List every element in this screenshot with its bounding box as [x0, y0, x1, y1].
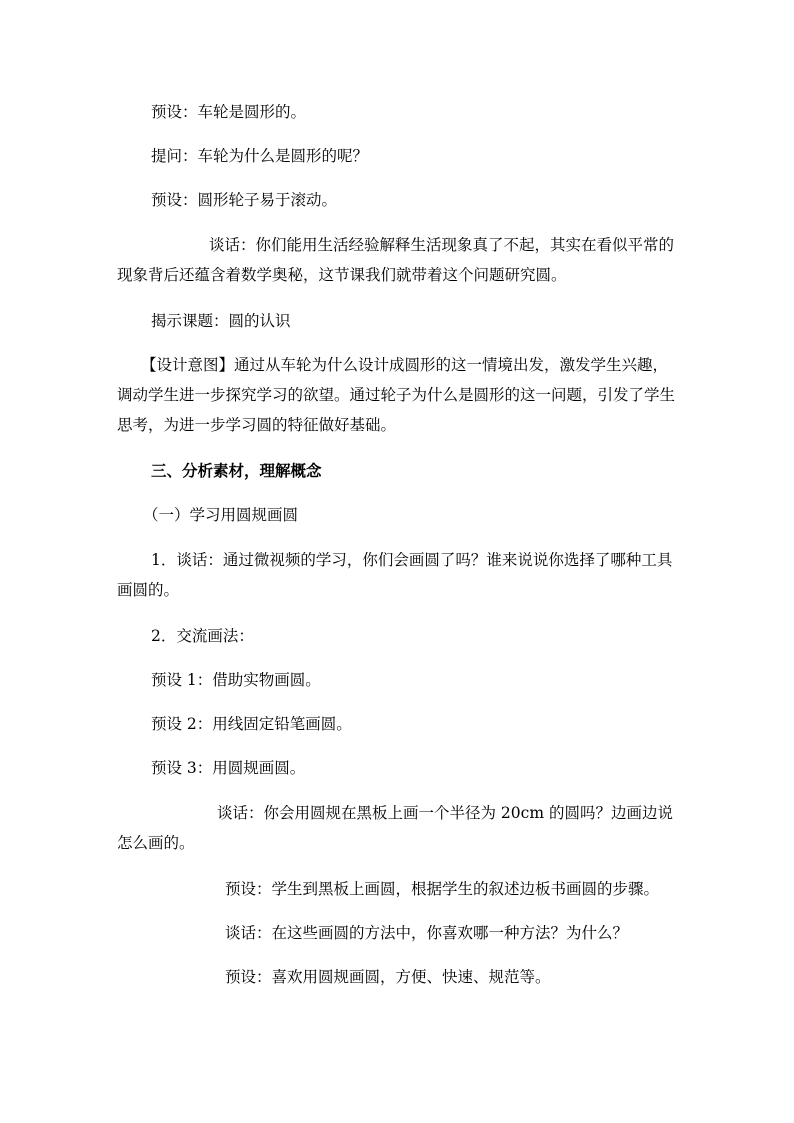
paragraph-preset-student-draw: 预设：学生到黑板上画圆，根据学生的叙述边板书画圆的步骤。: [225, 880, 660, 898]
paragraph-talk-blackboard-circle: 谈话：你会用圆规在黑板上画一个半径为 20cm 的圆吗？边画边说怎么画的。: [117, 804, 673, 852]
subsection-heading-compass: （一）学习用圆规画圆: [143, 506, 299, 524]
paragraph-topic-reveal: 揭示课题：圆的认识: [151, 312, 291, 330]
paragraph-preset-compass-preference: 预设：喜欢用圆规画圆，方便、快速、规范等。: [225, 968, 551, 986]
paragraph-talk-math-mystery: 谈话：你们能用生活经验解释生活现象真了不起，其实在看似平常的现象背后还蕴含着数学奥秘，这节课我们就带着这个问题研究圆。: [117, 236, 675, 284]
paragraph-item-2-methods: 2．交流画法：: [151, 627, 254, 645]
paragraph-item-1-talk-video: 1．谈话：通过微视频的学习，你们会画圆了吗？谁来说说你选择了哪种工具画圆的。: [117, 551, 673, 599]
paragraph-preset-wheel-round: 预设：车轮是圆形的。: [151, 103, 307, 121]
section-heading-analyze-material: 三、分析素材，理解概念: [151, 461, 322, 480]
paragraph-preset-1: 预设 1：借助实物画圆。: [151, 671, 321, 689]
paragraph-question-wheel-why: 提问：车轮为什么是圆形的呢？: [151, 147, 369, 165]
paragraph-design-intent: 【设计意图】通过从车轮为什么设计成圆形的这一情境出发，激发学生兴趣，调动学生进一步探究学习的欲望。通过轮子为什么是圆形的这一问题，引发了学生思考，为进一步学习圆的特征做好基础。: [117, 356, 676, 434]
paragraph-preset-3: 预设 3：用圆规画圆。: [151, 759, 306, 777]
paragraph-talk-favorite-method: 谈话：在这些画圆的方法中，你喜欢哪一种方法？为什么？: [225, 924, 629, 942]
paragraph-preset-2: 预设 2：用线固定铅笔画圆。: [151, 715, 352, 733]
paragraph-preset-rolling: 预设：圆形轮子易于滚动。: [151, 191, 338, 209]
